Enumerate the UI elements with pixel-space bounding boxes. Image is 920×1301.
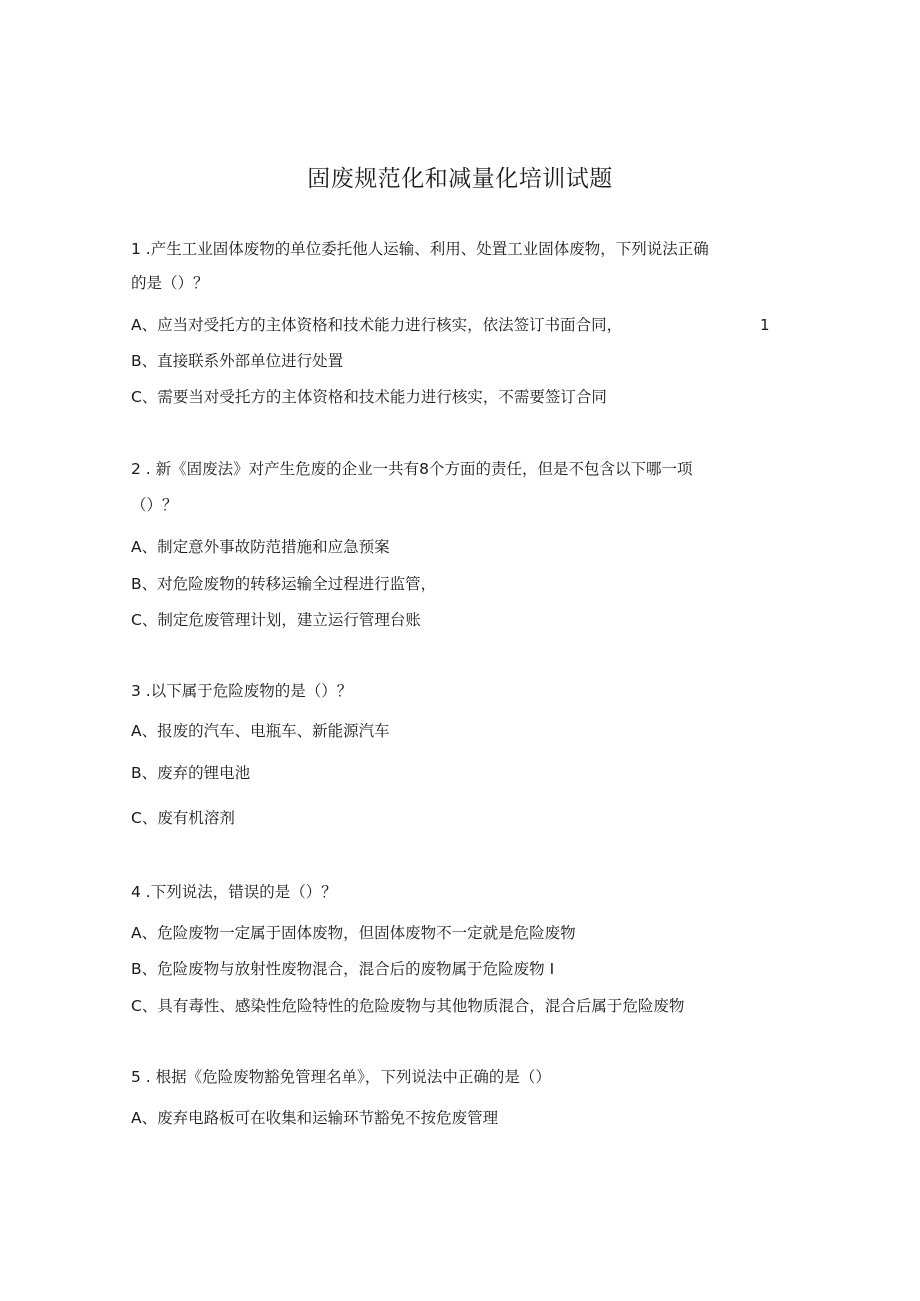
question-2-option-c: C、制定危废管理计划，建立运行管理台账 — [131, 611, 421, 629]
question-5-option-a: A、废弃电路板可在收集和运输环节豁免不按危废管理 — [131, 1109, 499, 1127]
question-1-stem-line-1: 1 .产生工业固体废物的单位委托他人运输、利用、处置工业固体废物，下列说法正确 — [131, 240, 709, 258]
question-2-stem-line-2: （）？ — [131, 496, 178, 514]
question-2-stem-line-1: 2 . 新《固废法》对产生危废的企业一共有8个方面的责任，但是不包含以下哪一项 — [131, 460, 693, 478]
question-2-option-a: A、制定意外事故防范措施和应急预案 — [131, 538, 390, 556]
page-marker: 1 — [760, 316, 770, 334]
question-1-stem-line-2: 的是（）？ — [131, 274, 209, 292]
question-4-option-c: C、具有毒性、感染性危险特性的危险废物与其他物质混合，混合后属于危险废物 — [131, 997, 685, 1015]
question-3-option-a: A、报废的汽车、电瓶车、新能源汽车 — [131, 722, 390, 740]
question-3-option-c: C、废有机溶剂 — [131, 809, 235, 827]
question-1-option-a: A、应当对受托方的主体资格和技术能力进行核实，依法签订书面合同， — [131, 316, 623, 334]
question-3-stem: 3 .以下属于危险废物的是（）？ — [131, 682, 353, 700]
question-5-stem: 5 . 根据《危险废物豁免管理名单》，下列说法中正确的是（） — [131, 1068, 551, 1086]
question-4-stem: 4 .下列说法，错误的是（）？ — [131, 883, 337, 901]
question-1-option-c: C、需要当对受托方的主体资格和技术能力进行核实，不需要签订合同 — [131, 388, 607, 406]
document-title: 固废规范化和减量化培训试题 — [307, 166, 613, 192]
question-4-option-a: A、危险废物一定属于固体废物，但固体废物不一定就是危险废物 — [131, 924, 576, 942]
question-1-option-b: B、直接联系外部单位进行处置 — [131, 352, 344, 370]
question-2-option-b: B、对危险废物的转移运输全过程进行监管， — [131, 575, 437, 593]
question-4-option-b: B、危险废物与放射性废物混合，混合后的废物属于危险废物 I — [131, 960, 555, 978]
question-3-option-b: B、废弃的锂电池 — [131, 764, 251, 782]
